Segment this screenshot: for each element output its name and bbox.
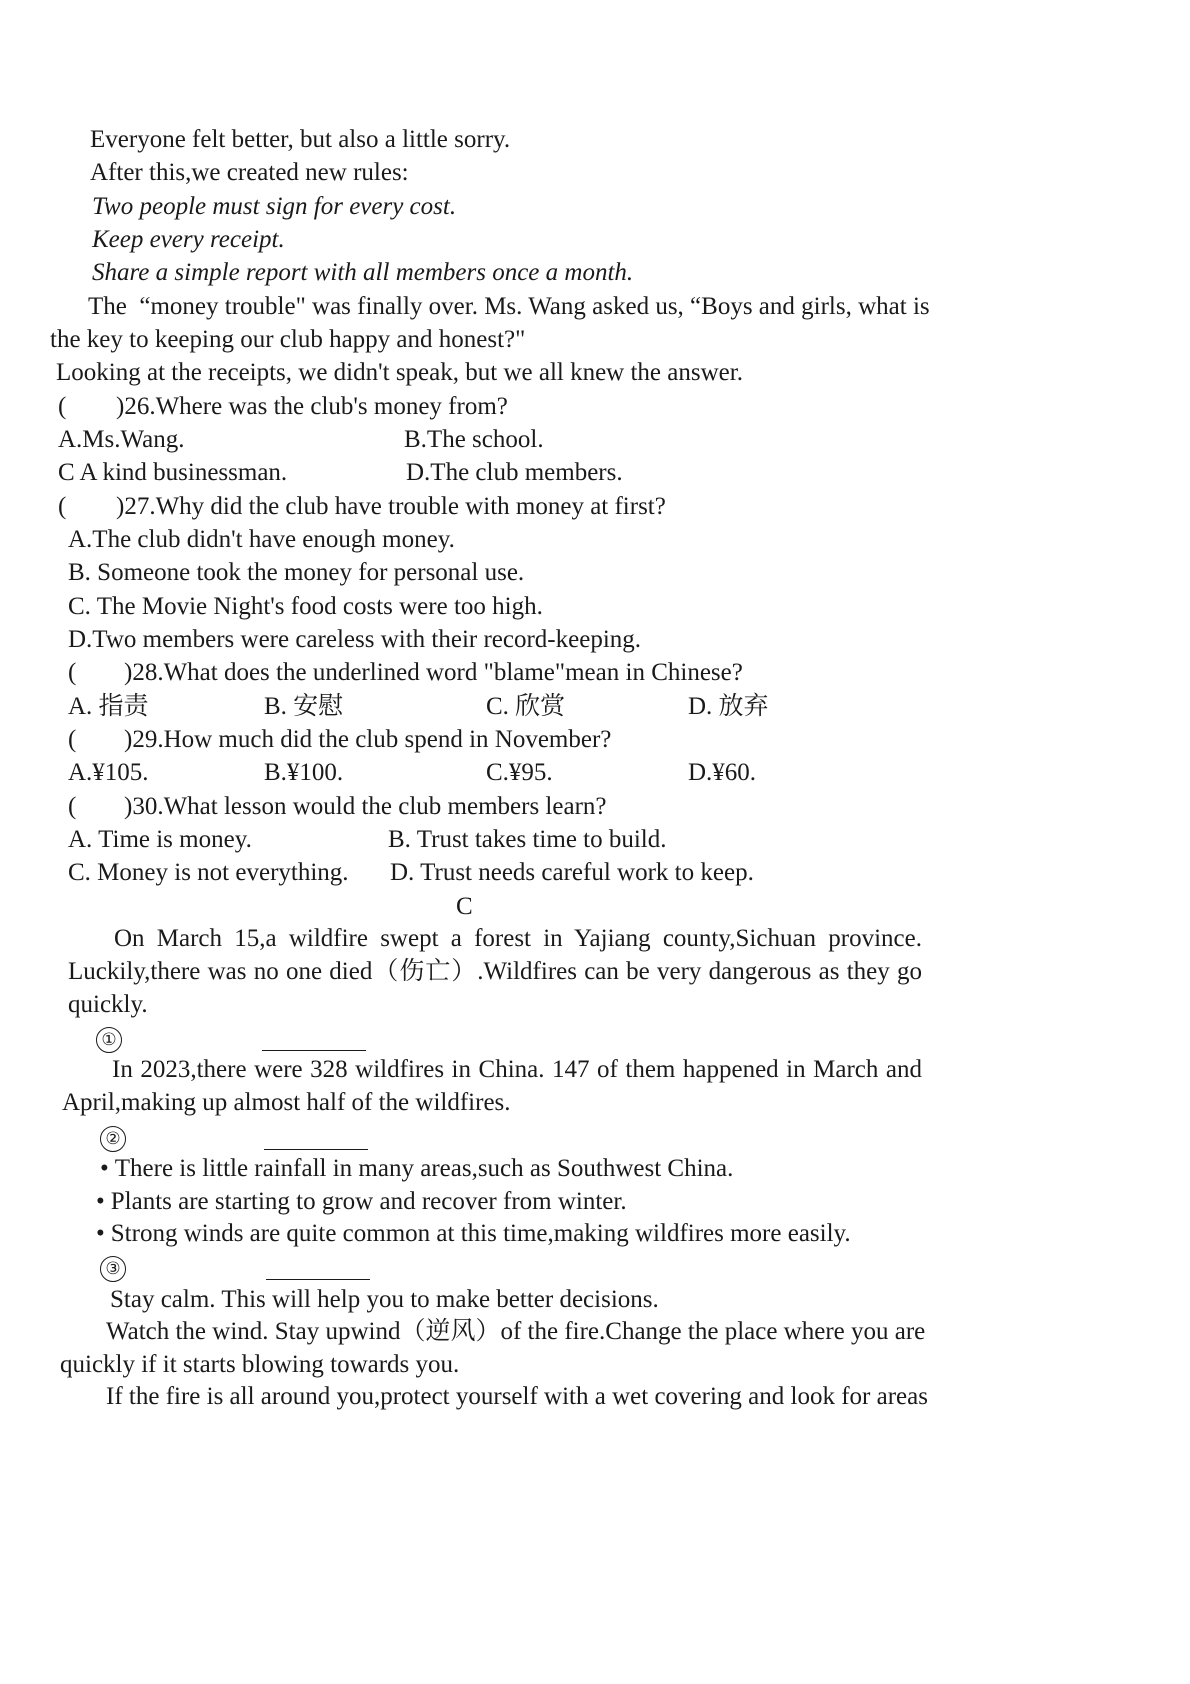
heading-marker	[96, 1023, 122, 1053]
passage-line: quickly.	[68, 991, 148, 1018]
option: B. Trust takes time to build.	[388, 826, 667, 853]
answer-blank-3[interactable]	[266, 1279, 370, 1280]
option: B. Someone took the money for personal use.	[68, 559, 525, 586]
answer-blank-1[interactable]	[262, 1050, 366, 1051]
answer-paren: (	[68, 726, 77, 753]
option: D.The club members.	[406, 459, 623, 486]
option: A. Time is money.	[68, 826, 252, 853]
passage-line: Watch the wind. Stay upwind（逆风）of the fire.Change the place where you are	[106, 1318, 926, 1345]
option: D. Trust needs careful work to keep.	[390, 859, 754, 886]
option: A.¥105.	[68, 759, 149, 786]
answer-paren: (	[58, 393, 67, 420]
passage-line: On March 15,a wildfire swept a forest in Yajiang county,Sichuan province.	[114, 925, 922, 952]
option: A.Ms.Wang.	[58, 426, 185, 453]
story-paragraph-line: Looking at the receipts, we didn't speak, but we all knew the answer.	[56, 359, 743, 386]
passage-line: If the fire is all around you,protect yourself with a wet covering and look for areas	[106, 1383, 928, 1410]
heading-marker	[100, 1252, 126, 1282]
heading-marker	[100, 1122, 126, 1152]
circled-number-1: ①	[96, 1027, 122, 1053]
story-line: After this,we created new rules:	[90, 159, 409, 186]
option: C.¥95.	[486, 759, 553, 786]
answer-paren: (	[68, 793, 77, 820]
bullet-item: • There is little rainfall in many areas,such as Southwest China.	[100, 1154, 733, 1184]
passage-line: Luckily,there was no one died（伤亡）.Wildfires can be very dangerous as they go	[68, 958, 922, 985]
rule-item: Two people must sign for every cost.	[92, 193, 457, 220]
answer-blank-2[interactable]	[264, 1149, 368, 1150]
option: A.The club didn't have enough money.	[68, 526, 455, 553]
question-stem: )28.What does the underlined word "blame"mean in Chinese?	[124, 659, 743, 686]
option: C. 欣赏	[486, 693, 566, 720]
rule-item: Share a simple report with all members once a month.	[92, 259, 634, 286]
option: B. 安慰	[264, 693, 344, 720]
story-line: Everyone felt better, but also a little sorry.	[90, 126, 511, 153]
story-paragraph-line: The “money trouble" was finally over. Ms. Wang asked us, “Boys and girls, what is	[88, 293, 930, 320]
answer-paren: (	[58, 493, 67, 520]
option: A. 指责	[68, 693, 149, 720]
option: D. 放弃	[688, 693, 769, 720]
passage-line: Stay calm. This will help you to make better decisions.	[110, 1286, 659, 1313]
rule-item: Keep every receipt.	[92, 226, 285, 253]
bullet-item: • Strong winds are quite common at this time,making wildfires more easily.	[96, 1219, 851, 1249]
section-heading: C	[456, 893, 473, 920]
passage-line: quickly if it starts blowing towards you.	[60, 1351, 460, 1378]
passage-line: In 2023,there were 328 wildfires in China. 147 of them happened in March and	[112, 1056, 922, 1083]
bullet-item: • Plants are starting to grow and recover from winter.	[96, 1187, 627, 1217]
question-stem: )27.Why did the club have trouble with money at first?	[116, 493, 666, 520]
option: C. The Movie Night's food costs were too high.	[68, 593, 543, 620]
option: C A kind businessman.	[58, 459, 288, 486]
passage-line: April,making up almost half of the wildfires.	[62, 1089, 511, 1116]
story-paragraph-line: the key to keeping our club happy and honest?"	[50, 326, 526, 353]
circled-number-3: ③	[100, 1256, 126, 1282]
option: B.The school.	[404, 426, 544, 453]
option: C. Money is not everything.	[68, 859, 349, 886]
question-stem: )30.What lesson would the club members learn?	[124, 793, 607, 820]
option: B.¥100.	[264, 759, 344, 786]
option: D.Two members were careless with their record-keeping.	[68, 626, 642, 653]
circled-number-2: ②	[100, 1126, 126, 1152]
answer-paren: (	[68, 659, 77, 686]
question-stem: )26.Where was the club's money from?	[116, 393, 508, 420]
option: D.¥60.	[688, 759, 757, 786]
question-stem: )29.How much did the club spend in November?	[124, 726, 612, 753]
